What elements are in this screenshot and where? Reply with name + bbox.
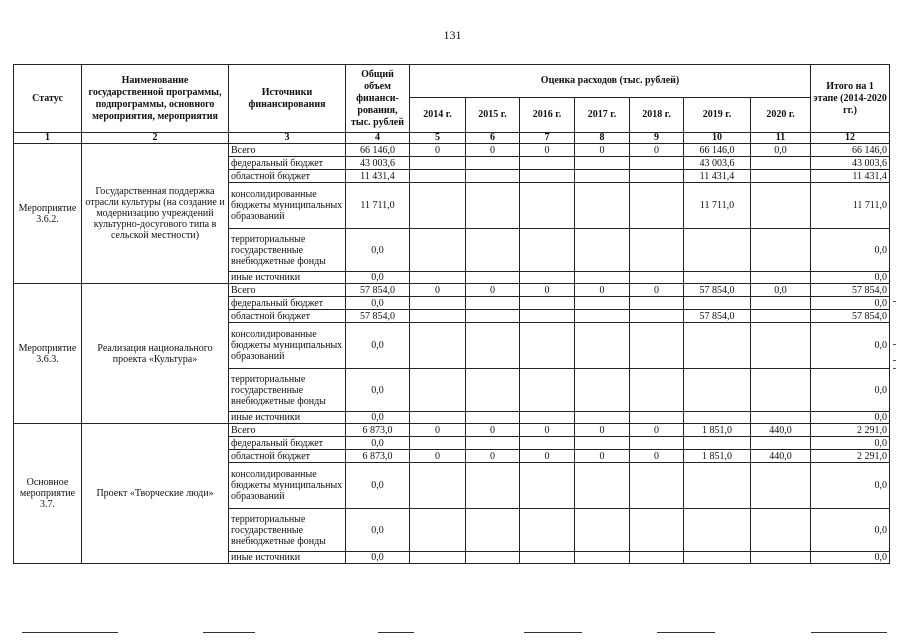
column-number: 6 (466, 133, 520, 144)
year-value-cell (684, 437, 751, 450)
volume-cell: 11 711,0 (346, 183, 410, 229)
volume-cell: 0,0 (346, 297, 410, 310)
margin-mark (893, 368, 896, 369)
volume-cell: 6 873,0 (346, 450, 410, 463)
table-body (14, 144, 890, 564)
year-value-cell (575, 272, 630, 284)
year-value-cell (520, 369, 575, 412)
year-value-cell (751, 157, 811, 170)
source-cell: областной бюджет (229, 450, 346, 463)
source-cell: областной бюджет (229, 170, 346, 183)
year-value-cell (751, 297, 811, 310)
year-value-cell (575, 323, 630, 369)
year-value-cell (520, 170, 575, 183)
year-value-cell: 0,0 (751, 284, 811, 297)
page-number: 131 (443, 28, 462, 42)
year-value-cell (684, 412, 751, 424)
source-cell: федеральный бюджет (229, 157, 346, 170)
header-status: Статус (14, 65, 82, 133)
year-value-cell (684, 323, 751, 369)
year-value-cell: 0 (410, 144, 466, 157)
year-value-cell (410, 552, 466, 564)
year-value-cell (575, 412, 630, 424)
year-value-cell: 57 854,0 (684, 310, 751, 323)
stage-total-cell: 0,0 (811, 272, 890, 284)
stage-total-cell: 43 003,6 (811, 157, 890, 170)
volume-cell: 0,0 (346, 463, 410, 509)
year-value-cell (466, 437, 520, 450)
header-year: 2018 г. (630, 98, 684, 133)
budget-table (13, 64, 890, 564)
year-value-cell (466, 310, 520, 323)
name-cell: Государственная поддержка отрасли культуры (на создание и модернизацию учреждений культурно-досугового типа в сельской местности) (82, 144, 229, 284)
year-value-cell (630, 552, 684, 564)
year-value-cell (751, 463, 811, 509)
table-row (14, 144, 890, 157)
year-value-cell (751, 412, 811, 424)
year-value-cell (630, 310, 684, 323)
stage-total-cell: 57 854,0 (811, 284, 890, 297)
year-value-cell (520, 297, 575, 310)
year-value-cell: 0 (466, 284, 520, 297)
source-cell: Всего (229, 284, 346, 297)
year-value-cell: 0 (630, 424, 684, 437)
year-value-cell (520, 229, 575, 272)
stage-total-cell: 0,0 (811, 323, 890, 369)
year-value-cell (751, 183, 811, 229)
column-number: 3 (229, 133, 346, 144)
year-value-cell (575, 170, 630, 183)
year-value-cell (630, 412, 684, 424)
volume-cell: 0,0 (346, 272, 410, 284)
year-value-cell: 0 (630, 144, 684, 157)
year-value-cell (751, 170, 811, 183)
footer-rule (811, 632, 887, 633)
stage-total-cell: 57 854,0 (811, 310, 890, 323)
stage-total-cell: 0,0 (811, 229, 890, 272)
year-value-cell (520, 323, 575, 369)
year-value-cell (520, 437, 575, 450)
year-value-cell (410, 272, 466, 284)
year-value-cell (466, 463, 520, 509)
volume-cell: 0,0 (346, 369, 410, 412)
source-cell: консолидированные бюджеты муниципальных образований (229, 323, 346, 369)
footer-rule (203, 632, 255, 633)
year-value-cell: 0 (520, 284, 575, 297)
year-value-cell (684, 552, 751, 564)
year-value-cell (410, 323, 466, 369)
year-value-cell (751, 437, 811, 450)
year-value-cell (410, 183, 466, 229)
year-value-cell (466, 509, 520, 552)
column-number: 7 (520, 133, 575, 144)
stage-total-cell: 0,0 (811, 369, 890, 412)
header-year: 2019 г. (684, 98, 751, 133)
stage-total-cell: 0,0 (811, 509, 890, 552)
source-cell: федеральный бюджет (229, 437, 346, 450)
year-value-cell: 0 (575, 144, 630, 157)
source-cell: территориальные государственные внебюджетные фонды (229, 369, 346, 412)
year-value-cell (410, 170, 466, 183)
year-value-cell: 0,0 (751, 144, 811, 157)
year-value-cell: 0 (410, 424, 466, 437)
name-cell: Проект «Творческие люди» (82, 424, 229, 564)
year-value-cell (751, 229, 811, 272)
year-value-cell (630, 437, 684, 450)
volume-cell: 6 873,0 (346, 424, 410, 437)
footer-rule (22, 632, 118, 633)
header-name: Наименование государственной программы, подпрограммы, основного мероприятия, мероприятия (82, 65, 229, 133)
year-value-cell (410, 157, 466, 170)
year-value-cell: 0 (410, 284, 466, 297)
year-value-cell (410, 310, 466, 323)
year-value-cell: 0 (630, 284, 684, 297)
table-row (14, 424, 890, 437)
column-number-row (14, 133, 890, 144)
year-value-cell (520, 552, 575, 564)
year-value-cell (684, 272, 751, 284)
volume-cell: 0,0 (346, 552, 410, 564)
header-estimate: Оценка расходов (тыс. рублей) (410, 65, 811, 98)
header-year: 2014 г. (410, 98, 466, 133)
footer-rule (657, 632, 715, 633)
year-value-cell: 0 (575, 450, 630, 463)
year-value-cell: 440,0 (751, 424, 811, 437)
name-cell: Реализация национального проекта «Культура» (82, 284, 229, 424)
year-value-cell (466, 183, 520, 229)
year-value-cell: 0 (520, 424, 575, 437)
volume-cell: 43 003,6 (346, 157, 410, 170)
header-year: 2015 г. (466, 98, 520, 133)
year-value-cell (575, 297, 630, 310)
source-cell: иные источники (229, 272, 346, 284)
volume-cell: 0,0 (346, 437, 410, 450)
stage-total-cell: 0,0 (811, 297, 890, 310)
year-value-cell (630, 509, 684, 552)
year-value-cell (575, 157, 630, 170)
year-value-cell (575, 229, 630, 272)
source-cell: консолидированные бюджеты муниципальных образований (229, 463, 346, 509)
year-value-cell (575, 310, 630, 323)
year-value-cell (520, 463, 575, 509)
year-value-cell: 0 (466, 424, 520, 437)
year-value-cell: 0 (630, 450, 684, 463)
year-value-cell (751, 369, 811, 412)
year-value-cell: 57 854,0 (684, 284, 751, 297)
footer-rule (524, 632, 582, 633)
year-value-cell: 43 003,6 (684, 157, 751, 170)
header-total-volume: Общий объем финанси-рования, тыс. рублей (346, 65, 410, 133)
year-value-cell (684, 229, 751, 272)
year-value-cell (575, 463, 630, 509)
year-value-cell (684, 369, 751, 412)
year-value-cell (751, 552, 811, 564)
stage-total-cell: 0,0 (811, 437, 890, 450)
volume-cell: 66 146,0 (346, 144, 410, 157)
year-value-cell (466, 412, 520, 424)
source-cell: консолидированные бюджеты муниципальных образований (229, 183, 346, 229)
year-value-cell (410, 369, 466, 412)
year-value-cell (684, 297, 751, 310)
source-cell: территориальные государственные внебюджетные фонды (229, 509, 346, 552)
year-value-cell: 0 (520, 144, 575, 157)
year-value-cell: 11 431,4 (684, 170, 751, 183)
volume-cell: 11 431,4 (346, 170, 410, 183)
column-number: 2 (82, 133, 229, 144)
column-number: 1 (14, 133, 82, 144)
year-value-cell (520, 509, 575, 552)
header-stage-total: Итого на 1 этапе (2014-2020 гг.) (811, 65, 890, 133)
year-value-cell (630, 323, 684, 369)
year-value-cell (751, 323, 811, 369)
year-value-cell (575, 183, 630, 229)
year-value-cell: 0 (466, 144, 520, 157)
year-value-cell (410, 229, 466, 272)
year-value-cell (466, 323, 520, 369)
year-value-cell (520, 272, 575, 284)
year-value-cell: 11 711,0 (684, 183, 751, 229)
year-value-cell (630, 157, 684, 170)
header-sources: Источники финансирования (229, 65, 346, 133)
column-number: 10 (684, 133, 751, 144)
volume-cell: 0,0 (346, 412, 410, 424)
stage-total-cell: 0,0 (811, 463, 890, 509)
column-number: 8 (575, 133, 630, 144)
year-value-cell (520, 412, 575, 424)
year-value-cell (630, 272, 684, 284)
year-value-cell (751, 509, 811, 552)
year-value-cell: 0 (466, 450, 520, 463)
volume-cell: 57 854,0 (346, 284, 410, 297)
year-value-cell: 0 (575, 284, 630, 297)
header-year: 2020 г. (751, 98, 811, 133)
stage-total-cell: 66 146,0 (811, 144, 890, 157)
year-value-cell (520, 157, 575, 170)
year-value-cell: 0 (520, 450, 575, 463)
source-cell: Всего (229, 144, 346, 157)
year-value-cell (466, 297, 520, 310)
year-value-cell (575, 369, 630, 412)
year-value-cell (751, 272, 811, 284)
column-number: 11 (751, 133, 811, 144)
year-value-cell (466, 272, 520, 284)
margin-mark (893, 344, 896, 345)
volume-cell: 0,0 (346, 509, 410, 552)
column-number: 9 (630, 133, 684, 144)
year-value-cell (410, 463, 466, 509)
year-value-cell (410, 437, 466, 450)
stage-total-cell: 11 431,4 (811, 170, 890, 183)
margin-mark (893, 360, 896, 361)
year-value-cell (630, 170, 684, 183)
year-value-cell (466, 552, 520, 564)
year-value-cell: 440,0 (751, 450, 811, 463)
year-value-cell (466, 369, 520, 412)
margin-mark (893, 301, 896, 302)
year-value-cell (520, 310, 575, 323)
header-year: 2017 г. (575, 98, 630, 133)
year-value-cell (630, 229, 684, 272)
year-value-cell (466, 157, 520, 170)
volume-cell: 0,0 (346, 229, 410, 272)
source-cell: иные источники (229, 552, 346, 564)
source-cell: иные источники (229, 412, 346, 424)
status-cell: Основное мероприятие 3.7. (14, 424, 82, 564)
year-value-cell (575, 509, 630, 552)
status-cell: Мероприятие 3.6.2. (14, 144, 82, 284)
column-number: 5 (410, 133, 466, 144)
column-number: 12 (811, 133, 890, 144)
year-value-cell (630, 463, 684, 509)
year-value-cell (630, 183, 684, 229)
year-value-cell: 1 851,0 (684, 450, 751, 463)
status-cell: Мероприятие 3.6.3. (14, 284, 82, 424)
stage-total-cell: 2 291,0 (811, 450, 890, 463)
stage-total-cell: 0,0 (811, 412, 890, 424)
year-value-cell (630, 297, 684, 310)
year-value-cell (520, 183, 575, 229)
header-year: 2016 г. (520, 98, 575, 133)
column-number: 4 (346, 133, 410, 144)
year-value-cell (410, 509, 466, 552)
volume-cell: 57 854,0 (346, 310, 410, 323)
year-value-cell (751, 310, 811, 323)
year-value-cell (630, 369, 684, 412)
year-value-cell (410, 412, 466, 424)
table-row (14, 284, 890, 297)
year-value-cell: 1 851,0 (684, 424, 751, 437)
year-value-cell (575, 552, 630, 564)
year-value-cell: 0 (575, 424, 630, 437)
stage-total-cell: 11 711,0 (811, 183, 890, 229)
source-cell: территориальные государственные внебюджетные фонды (229, 229, 346, 272)
stage-total-cell: 0,0 (811, 552, 890, 564)
year-value-cell (466, 229, 520, 272)
year-value-cell (684, 463, 751, 509)
source-cell: федеральный бюджет (229, 297, 346, 310)
year-value-cell (466, 170, 520, 183)
stage-total-cell: 2 291,0 (811, 424, 890, 437)
year-value-cell (575, 437, 630, 450)
year-value-cell (410, 297, 466, 310)
year-value-cell: 0 (410, 450, 466, 463)
source-cell: областной бюджет (229, 310, 346, 323)
volume-cell: 0,0 (346, 323, 410, 369)
year-value-cell: 66 146,0 (684, 144, 751, 157)
source-cell: Всего (229, 424, 346, 437)
year-value-cell (684, 509, 751, 552)
footer-rule (378, 632, 414, 633)
